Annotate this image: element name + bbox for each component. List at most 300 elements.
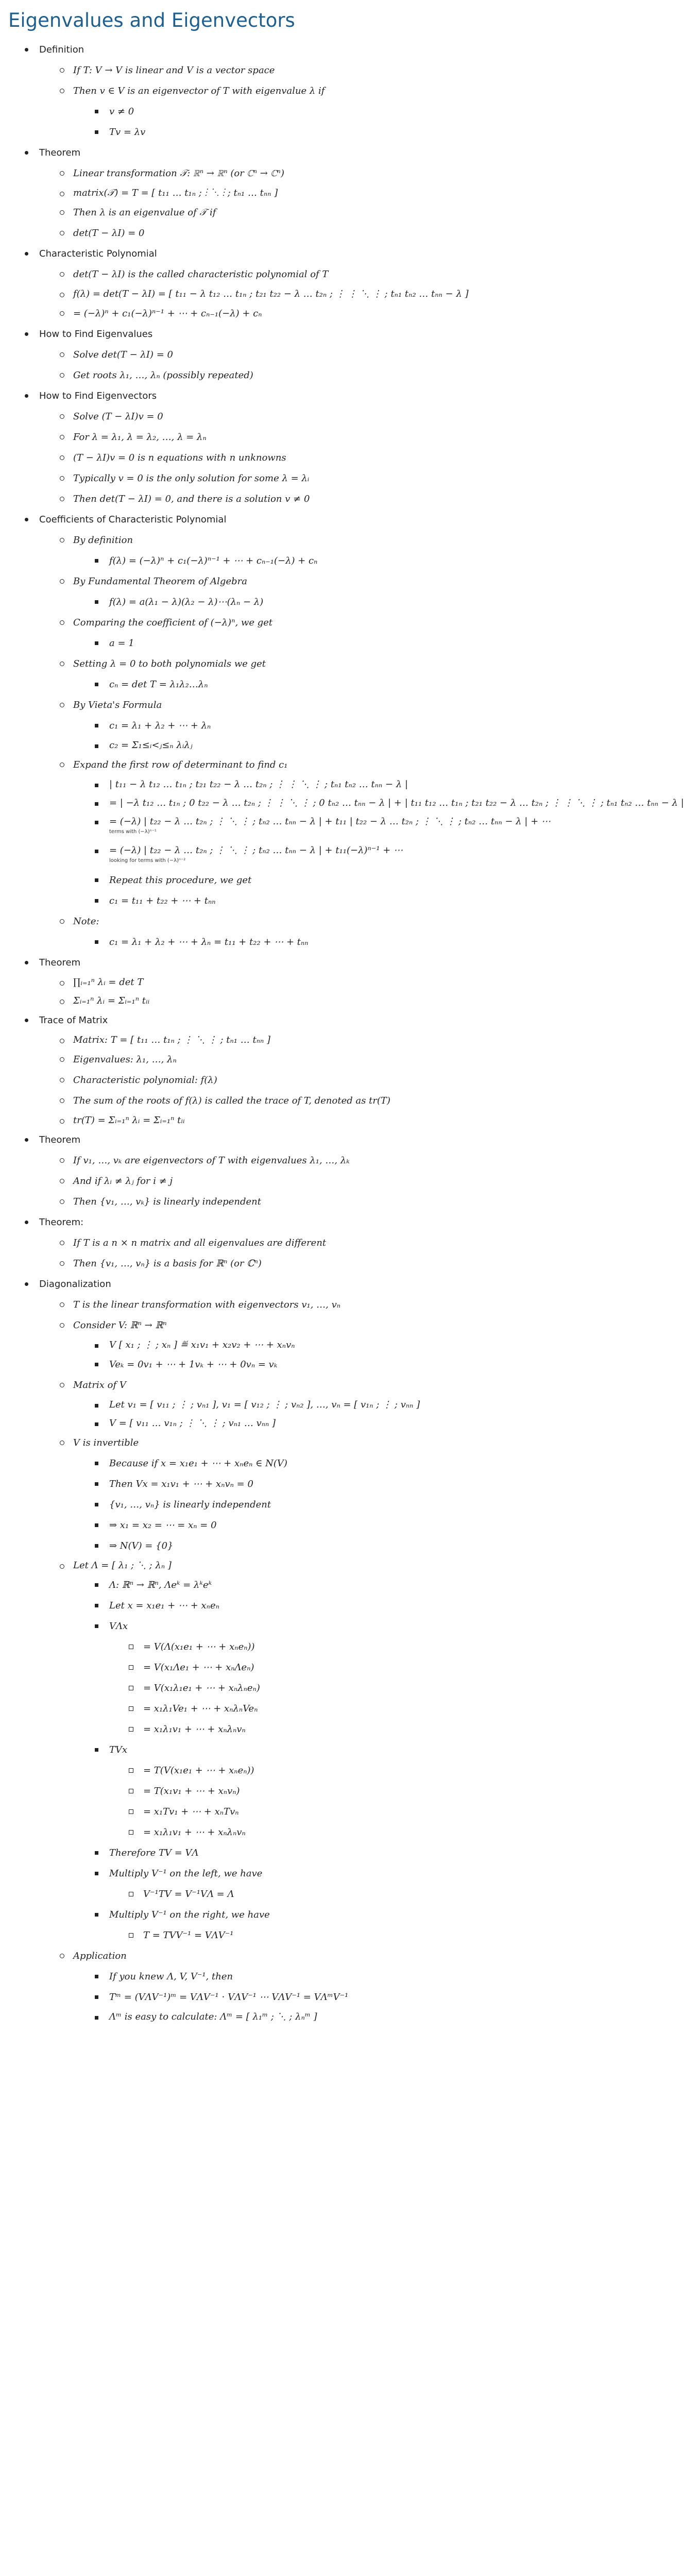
outline-level-2 [0, 530, 684, 953]
list-item-row [0, 1433, 546, 1453]
list-item [0, 1474, 546, 1495]
outline-level-2 [0, 60, 546, 143]
list-item-row [0, 992, 546, 1010]
bullet-icon [60, 1302, 64, 1307]
list-item-row [0, 345, 546, 365]
item-text: = (−λ) | t₂₂ − λ … t₂ₙ ; ⋮ ⋱ ⋮ ; tₙ₂ … tₙₙ − λ | + t₁₁ | t₂₂ − λ … t₂ₙ ; ⋮ ⋱ ⋮ ; tₙ₂ … tₙₙ − λ | + ⋯ [109, 816, 551, 827]
list-item-row [0, 510, 546, 530]
list-item [0, 285, 546, 303]
list-item [0, 365, 546, 386]
list-item-row [0, 101, 546, 122]
outline-level-3 [0, 592, 546, 613]
list-item-row [0, 932, 546, 953]
list-item [0, 716, 546, 736]
item-text: ⇒ x₁ = x₂ = ⋯ = xₙ = 0 [109, 1520, 217, 1531]
list-item [0, 812, 551, 841]
item-text: tr(T) = Σᵢ₌₁ⁿ λᵢ = Σᵢ₌₁ⁿ tᵢᵢ [73, 1115, 185, 1126]
bullet-icon [95, 1482, 98, 1486]
list-item-row [0, 81, 546, 101]
bullet-icon [60, 999, 64, 1004]
list-item-row [0, 1212, 546, 1233]
item-text: Expand the first row of determinant to find c₁ [73, 759, 288, 770]
outline-level-2 [0, 1233, 546, 1274]
list-item-row [0, 1843, 546, 1863]
bullet-icon [60, 435, 64, 439]
outline-level-3 [0, 1575, 546, 1946]
list-item [0, 81, 546, 143]
bullet-icon [60, 579, 64, 584]
item-text: V⁻¹TV = V⁻¹VΛ = Λ [143, 1889, 234, 1900]
list-item-row [0, 285, 546, 303]
item-text: By Fundamental Theorem of Algebra [73, 576, 247, 587]
list-item-row [0, 468, 546, 489]
bullet-icon [25, 1282, 28, 1286]
list-item-row [0, 1925, 546, 1946]
list-item [0, 1495, 546, 1515]
item-text: Tᵐ = (VΛV⁻¹)ᵐ = VΛV⁻¹ ⋅ VΛV⁻¹ ⋯ VΛV⁻¹ = VΛᵐV⁻¹ [109, 1992, 349, 2003]
list-item [0, 202, 546, 223]
item-text: For λ = λ₁, λ = λ₂, …, λ = λₙ [73, 432, 207, 443]
list-item [0, 60, 546, 81]
list-item [0, 1433, 546, 1556]
bullet-icon [60, 1383, 64, 1387]
list-item [0, 674, 546, 695]
bullet-icon [95, 1523, 98, 1527]
outline-level-3 [0, 674, 546, 695]
list-item-row [0, 1192, 546, 1212]
bullet-icon [95, 1583, 98, 1587]
list-item [0, 163, 546, 184]
equation-caption: looking for terms with (−λ)ⁿ⁻² [109, 858, 186, 863]
item-text: T is the linear transformation with eigenvectors v₁, …, vₙ [73, 1299, 341, 1310]
outline-level-2 [0, 264, 546, 324]
list-item-row [0, 812, 551, 841]
list-item-row [0, 1375, 546, 1396]
bullet-icon [95, 784, 98, 787]
item-text: The sum of the roots of f(λ) is called the trace of T, denoted as tr(T) [73, 1095, 391, 1106]
bullet-icon [60, 1158, 64, 1163]
bullet-icon [60, 762, 64, 767]
item-text: If T: V → V is linear and V is a vector space [73, 65, 275, 76]
item-text: Λ: ℝⁿ → ℝⁿ, Λeᵏ = λᵏeᵏ [109, 1580, 212, 1590]
list-item [0, 1336, 546, 1354]
list-item-row [0, 1336, 546, 1354]
bullet-icon [60, 171, 64, 176]
list-item [0, 1740, 546, 1843]
item-text: Then Vx = x₁v₁ + ⋯ + xₙvₙ = 0 [109, 1479, 253, 1489]
list-item-row [0, 1740, 546, 1760]
bullet-icon [60, 1241, 64, 1245]
list-item [0, 571, 546, 613]
list-item [0, 841, 546, 870]
bullet-icon [60, 231, 64, 235]
bullet-icon [129, 1727, 133, 1732]
list-item-row [0, 695, 546, 716]
item-text: v ≠ 0 [109, 106, 134, 117]
bullet-icon [60, 455, 64, 460]
list-item [0, 1070, 546, 1091]
list-item [0, 654, 546, 695]
list-item [0, 1295, 546, 1315]
list-item [0, 1192, 546, 1212]
item-text: T = TVV⁻¹ = VΛV⁻¹ [143, 1930, 234, 1941]
list-item [0, 1556, 546, 1946]
bullet-icon [95, 1363, 98, 1366]
section [0, 1130, 546, 1212]
bullet-icon [60, 1954, 64, 1958]
section-heading: Characteristic Polynomial [39, 248, 157, 259]
item-text: Because if x = x₁e₁ + ⋯ + xₙeₙ ∈ N(V) [109, 1458, 287, 1469]
outline-level-1 [0, 40, 684, 2026]
list-item-row [0, 613, 546, 633]
list-item [0, 1802, 546, 1822]
list-item [0, 1637, 546, 1657]
item-text: Setting λ = 0 to both polynomials we get [73, 658, 266, 669]
bullet-icon [60, 1057, 64, 1062]
list-item [0, 695, 546, 755]
list-item-row [0, 571, 546, 592]
bullet-icon [25, 332, 28, 336]
list-item-row [0, 40, 546, 60]
list-item-row [0, 1253, 546, 1274]
list-item [0, 1616, 546, 1740]
section [0, 510, 684, 953]
bullet-icon [60, 272, 64, 277]
list-item [0, 755, 684, 911]
item-text: By Vieta's Formula [73, 700, 162, 710]
bullet-icon [129, 1830, 133, 1835]
item-text: Let Λ = [ λ₁ ; ⋱ ; λₙ ] [73, 1560, 172, 1571]
list-item-row [0, 1111, 546, 1130]
bullet-icon [60, 497, 64, 501]
outline-level-2 [0, 1295, 546, 2026]
list-item [0, 1946, 546, 2026]
item-text: TVx [109, 1744, 128, 1755]
bullet-icon [95, 724, 98, 727]
list-item-row [0, 1946, 546, 1967]
item-text: matrix(𝒯) = T = [ t₁₁ … t₁ₙ ; ⋮ ⋱ ⋮ ; tₙ₁ … tₙₙ ] [73, 188, 278, 198]
list-item-row [0, 2008, 546, 2026]
bullet-icon [95, 641, 98, 645]
bullet-icon [60, 1119, 64, 1124]
item-text: = T(V(x₁e₁ + ⋯ + xₙeₙ)) [143, 1765, 254, 1776]
list-item-row [0, 1678, 546, 1699]
list-item-row [0, 736, 546, 755]
list-item [0, 1987, 546, 2008]
outline-level-3 [0, 775, 684, 911]
bullet-icon [95, 878, 98, 882]
item-text: = x₁Tv₁ + ⋯ + xₙTvₙ [143, 1806, 239, 1817]
section-heading: Trace of Matrix [39, 1015, 108, 1026]
item-text: Σᵢ₌₁ⁿ λᵢ = Σᵢ₌₁ⁿ tᵢᵢ [73, 995, 150, 1006]
item-text: By definition [73, 535, 133, 546]
item-text: = x₁λ₁v₁ + ⋯ + xₙλₙvₙ [143, 1724, 246, 1735]
list-item [0, 551, 546, 571]
list-item [0, 1233, 546, 1253]
list-item [0, 592, 546, 613]
bullet-icon [60, 919, 64, 924]
list-item [0, 1171, 546, 1192]
list-item [0, 1843, 546, 1863]
item-text: Typically v = 0 is the only solution for some λ = λᵢ [73, 473, 310, 484]
section [0, 1010, 546, 1130]
bullet-icon [95, 899, 98, 903]
list-item [0, 303, 546, 324]
list-item [0, 1414, 546, 1433]
list-item-row [0, 1453, 546, 1474]
list-item-row [0, 973, 546, 992]
item-text: Therefore TV = VΛ [109, 1848, 199, 1858]
list-item-row [0, 427, 546, 448]
page-title: Eigenvalues and Eigenvectors [8, 9, 295, 31]
list-item-row [0, 264, 546, 285]
outline-level-4 [0, 1760, 546, 1843]
list-item-row [0, 1616, 546, 1637]
list-item-row [0, 1010, 546, 1031]
list-item [0, 1049, 546, 1070]
item-text: det(T − λI) = 0 [73, 228, 145, 239]
list-item [0, 1678, 546, 1699]
list-item [0, 1354, 546, 1375]
item-text: | t₁₁ − λ t₁₂ … t₁ₙ ; t₂₁ t₂₂ − λ … t₂ₙ ; ⋮ ⋮ ⋱ ⋮ ; tₙ₁ tₙ₂ … tₙₙ − λ | [109, 779, 408, 790]
outline-level-2 [0, 973, 546, 1010]
list-item [0, 101, 546, 122]
bullet-icon [95, 1422, 98, 1426]
list-item-row [0, 1760, 546, 1781]
list-item-row [0, 1575, 546, 1596]
bullet-icon [60, 538, 64, 543]
list-item-row [0, 1556, 546, 1575]
bullet-icon [60, 1440, 64, 1445]
item-text: VΛx [109, 1621, 128, 1632]
section [0, 1274, 546, 2026]
list-item [0, 1925, 546, 1946]
section [0, 324, 546, 386]
list-item-row [0, 163, 546, 184]
list-item [0, 1657, 546, 1678]
bullet-icon [60, 662, 64, 666]
item-text: Get roots λ₁, …, λₙ (possibly repeated) [73, 370, 253, 381]
item-text: Λᵐ is easy to calculate: Λᵐ = [ λ₁ᵐ ; ⋱ ; λₙᵐ ] [109, 2011, 317, 2022]
section [0, 40, 546, 143]
bullet-icon [95, 821, 98, 824]
item-text: cₙ = det T = λ₁λ₂…λₙ [109, 679, 208, 690]
list-item-row [0, 122, 546, 143]
item-text: Then v ∈ V is an eigenvector of T with eigenvalue λ if [73, 86, 325, 96]
bullet-icon [25, 252, 28, 256]
outline [0, 35, 684, 2026]
item-text: c₁ = λ₁ + λ₂ + ⋯ + λₙ = t₁₁ + t₂₂ + ⋯ + tₙₙ [109, 937, 309, 947]
list-item-row [0, 1396, 546, 1414]
bullet-icon [95, 1995, 98, 1999]
list-item-row [0, 1233, 546, 1253]
item-text: V [ x₁ ; ⋮ ; xₙ ] ≝ x₁v₁ + x₂v₂ + ⋯ + xₙvₙ [109, 1340, 295, 1350]
list-item-row [0, 324, 546, 345]
bullet-icon [95, 744, 98, 748]
list-item [0, 1396, 546, 1414]
item-text: Solve (T − λI)v = 0 [73, 411, 163, 422]
list-item [0, 613, 546, 654]
item-text: = V(Λ(x₁e₁ + ⋯ + xₙeₙ)) [143, 1641, 255, 1652]
bullet-icon [60, 68, 64, 73]
bullet-icon [25, 1019, 28, 1022]
list-item-row [0, 1802, 546, 1822]
section [0, 386, 546, 510]
outline-level-3 [0, 1967, 546, 2026]
list-item [0, 345, 546, 365]
bullet-icon [95, 130, 98, 134]
outline-level-3 [0, 716, 546, 755]
list-item [0, 1781, 546, 1802]
list-item [0, 775, 546, 794]
item-text: Characteristic polynomial: f(λ) [73, 1075, 217, 1086]
list-item-row [0, 1495, 546, 1515]
bullet-icon [60, 293, 64, 297]
list-item-row [0, 1905, 546, 1925]
item-text: Multiply V⁻¹ on the right, we have [109, 1909, 270, 1920]
list-item-row [0, 143, 546, 163]
list-item-row [0, 1091, 546, 1111]
bullet-icon [129, 1933, 133, 1938]
list-item [0, 1596, 546, 1616]
item-text: Then {v₁, …, vₖ} is linearly independent [73, 1196, 261, 1207]
item-text: c₁ = λ₁ + λ₂ + ⋯ + λₙ [109, 720, 211, 731]
section-heading: Diagonalization [39, 1279, 111, 1290]
list-item [0, 1536, 546, 1556]
item-text: = | −λ t₁₂ … t₁ₙ ; 0 t₂₂ − λ … t₂ₙ ; ⋮ ⋮ ⋱ ⋮ ; 0 tₙ₂ … tₙₙ − λ | + | t₁₁ t₁₂ … t₁ₙ ; t₂₁ t₂₂ − λ … t₂ₙ ; ⋮ ⋮ ⋱ ⋮ ; tₙ₁ tₙ₂ … tₙₙ − λ | [109, 798, 684, 808]
item-text: Let x = x₁e₁ + ⋯ + xₙeₙ [109, 1600, 219, 1611]
list-item-row [0, 223, 546, 244]
item-text: Linear transformation 𝒯: ℝⁿ → ℝⁿ (or ℂⁿ → ℂⁿ) [73, 168, 284, 179]
list-item-row [0, 1657, 546, 1678]
bullet-icon [60, 620, 64, 625]
item-text: = V(x₁Λe₁ + ⋯ + xₙΛeₙ) [143, 1662, 254, 1673]
list-item-row [0, 1274, 546, 1295]
bullet-icon [60, 1098, 64, 1103]
list-item-row [0, 1031, 546, 1049]
bullet-icon [129, 1665, 133, 1670]
section [0, 143, 546, 244]
bullet-icon [25, 1138, 28, 1142]
list-item-row [0, 1987, 546, 2008]
list-item [0, 2008, 546, 2026]
list-item-row [0, 365, 546, 386]
outline-level-3 [0, 932, 546, 953]
bullet-icon [95, 110, 98, 113]
list-item-row [0, 1515, 546, 1536]
outline-level-3 [0, 1336, 546, 1375]
outline-level-3 [0, 633, 546, 654]
outline-level-2 [0, 345, 546, 386]
list-item [0, 1111, 546, 1130]
item-text: Note: [73, 916, 99, 927]
item-text: And if λᵢ ≠ λⱼ for i ≠ j [73, 1176, 173, 1187]
bullet-icon [129, 1789, 133, 1793]
bullet-icon [95, 1344, 98, 1348]
list-item-row [0, 1596, 546, 1616]
list-item [0, 468, 546, 489]
outline-level-2 [0, 406, 546, 510]
section-heading: How to Find Eigenvectors [39, 391, 157, 401]
item-text: If v₁, …, vₖ are eigenvectors of T with eigenvalues λ₁, …, λₖ [73, 1155, 350, 1166]
list-item [0, 406, 546, 427]
item-text: c₁ = t₁₁ + t₂₂ + ⋯ + tₙₙ [109, 895, 216, 906]
list-item [0, 427, 546, 448]
item-text: ⇒ N(V) = {0} [109, 1540, 174, 1551]
bullet-icon [60, 1179, 64, 1183]
outline-level-3 [0, 551, 546, 571]
bullet-icon [129, 1706, 133, 1711]
bullet-icon [60, 703, 64, 707]
bullet-icon [95, 802, 98, 806]
list-item [0, 264, 546, 285]
item-text: If T is a n × n matrix and all eigenvalues are different [73, 1238, 327, 1248]
bullet-icon [60, 352, 64, 357]
bullet-icon [25, 151, 28, 155]
list-item [0, 223, 546, 244]
bullet-icon [60, 210, 64, 215]
list-item-row [0, 1637, 546, 1657]
item-text: Then λ is an eigenvalue of 𝒯 if [73, 207, 216, 218]
list-item-row [0, 1967, 546, 1987]
list-item-row [0, 775, 546, 794]
bullet-icon [25, 518, 28, 521]
list-item-row [0, 911, 546, 932]
outline-level-4 [0, 1884, 546, 1905]
list-item [0, 1375, 546, 1433]
list-item-row [0, 1536, 546, 1556]
bullet-icon [95, 559, 98, 563]
list-item-row [0, 60, 546, 81]
list-item [0, 448, 546, 468]
bullet-icon [95, 1851, 98, 1855]
list-item-row [0, 1781, 546, 1802]
item-text: Then {v₁, …, vₙ} is a basis for ℝⁿ (or ℂⁿ) [73, 1258, 262, 1269]
list-item [0, 1575, 546, 1596]
item-text: f(λ) = (−λ)ⁿ + c₁(−λ)ⁿ⁻¹ + ⋯ + cₙ₋₁(−λ) + cₙ [109, 555, 318, 566]
section-heading: Theorem [39, 1134, 81, 1145]
list-item-row [0, 1474, 546, 1495]
outline-level-3 [0, 1396, 546, 1433]
list-item-row [0, 870, 546, 891]
bullet-icon [60, 89, 64, 93]
outline-level-2 [0, 1150, 546, 1212]
bullet-icon [129, 1892, 133, 1896]
list-item-row [0, 1719, 546, 1740]
item-text: Matrix: T = [ t₁₁ … t₁ₙ ; ⋮ ⋱ ⋮ ; tₙ₁ … tₙₙ ] [73, 1035, 271, 1045]
list-item [0, 932, 546, 953]
list-item [0, 1515, 546, 1536]
bullet-icon [60, 1199, 64, 1204]
item-text: Eigenvalues: λ₁, …, λₙ [73, 1054, 177, 1065]
list-item-row [0, 1354, 546, 1375]
list-item [0, 973, 546, 992]
list-item-row [0, 891, 546, 911]
list-item-row [0, 1414, 546, 1433]
item-text: If you knew Λ, V, V⁻¹, then [109, 1971, 233, 1982]
list-item [0, 1884, 546, 1905]
item-text: a = 1 [109, 638, 134, 649]
list-item-row [0, 551, 546, 571]
bullet-icon [95, 1604, 98, 1607]
list-item-row [0, 184, 546, 202]
list-item-row [0, 1315, 546, 1336]
list-item [0, 1315, 546, 1375]
section-heading: Definition [39, 44, 84, 55]
list-item [0, 1967, 546, 1987]
list-item-row [0, 654, 546, 674]
list-item [0, 1699, 546, 1719]
